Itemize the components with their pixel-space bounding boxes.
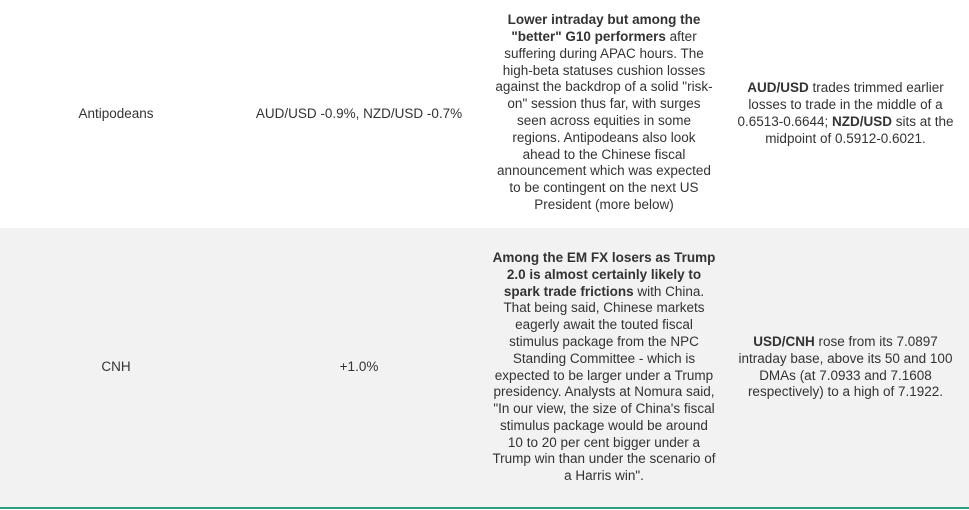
commentary-highlight: Lower intraday but among the "better" G10 performers xyxy=(507,12,701,45)
region-cell xyxy=(0,228,232,508)
levels-text: trades trimmed earlier losses to trade in the middle of a 0.6513-0.6644; xyxy=(737,80,944,129)
move-value: AUD/USD -0.9%, NZD/USD -0.7% xyxy=(255,105,463,121)
move-cell xyxy=(232,0,486,228)
table-row xyxy=(0,0,969,228)
region-label: CNH xyxy=(101,359,131,375)
commentary-text: after suffering during APAC hours. The high-beta statuses cushion losses against the backdrop of a solid "risk-on" session thus far, with surges seen across equities in some regions. Antipodeans also look ahead to the Chinese fiscal announcement which was expected to be contingent on the next US President (more below) xyxy=(495,29,713,212)
region-cell xyxy=(0,0,232,228)
levels-cell xyxy=(722,0,969,228)
table-row xyxy=(0,228,969,508)
commentary-cell xyxy=(486,228,722,508)
levels-text: rose from its 7.0897 intraday base, above its 50 and 100 DMAs (at 7.0933 and 7.1608 respectively) to a high of 7.1922. xyxy=(738,333,953,400)
pair-label: USD/CNH xyxy=(753,333,815,349)
commentary-highlight: Among the EM FX losers as Trump 2.0 is almost certainly likely to spark trade frictions xyxy=(492,249,716,299)
pair-label: AUD/USD xyxy=(747,80,809,96)
levels-text: sits at the midpoint of 0.5912-0.6021. xyxy=(765,114,954,146)
move-cell xyxy=(232,228,486,508)
region-label: Antipodeans xyxy=(78,105,154,121)
commentary-cell xyxy=(486,0,722,228)
move-value: +1.0% xyxy=(339,359,379,375)
levels-cell xyxy=(722,228,969,508)
commentary-text: with China. That being said, Chinese markets eagerly await the touted fiscal stimulus package from the NPC Standing Committee - which is expected to be larger under a Trump presidency. Analysts at Nomura said, "In our view, the size of China's fiscal stimulus package would be around 10 to 20 per cent bigger under a Trump win than under the scenario of a Harris win". xyxy=(492,283,716,484)
pair-label: NZD/USD xyxy=(832,114,893,129)
